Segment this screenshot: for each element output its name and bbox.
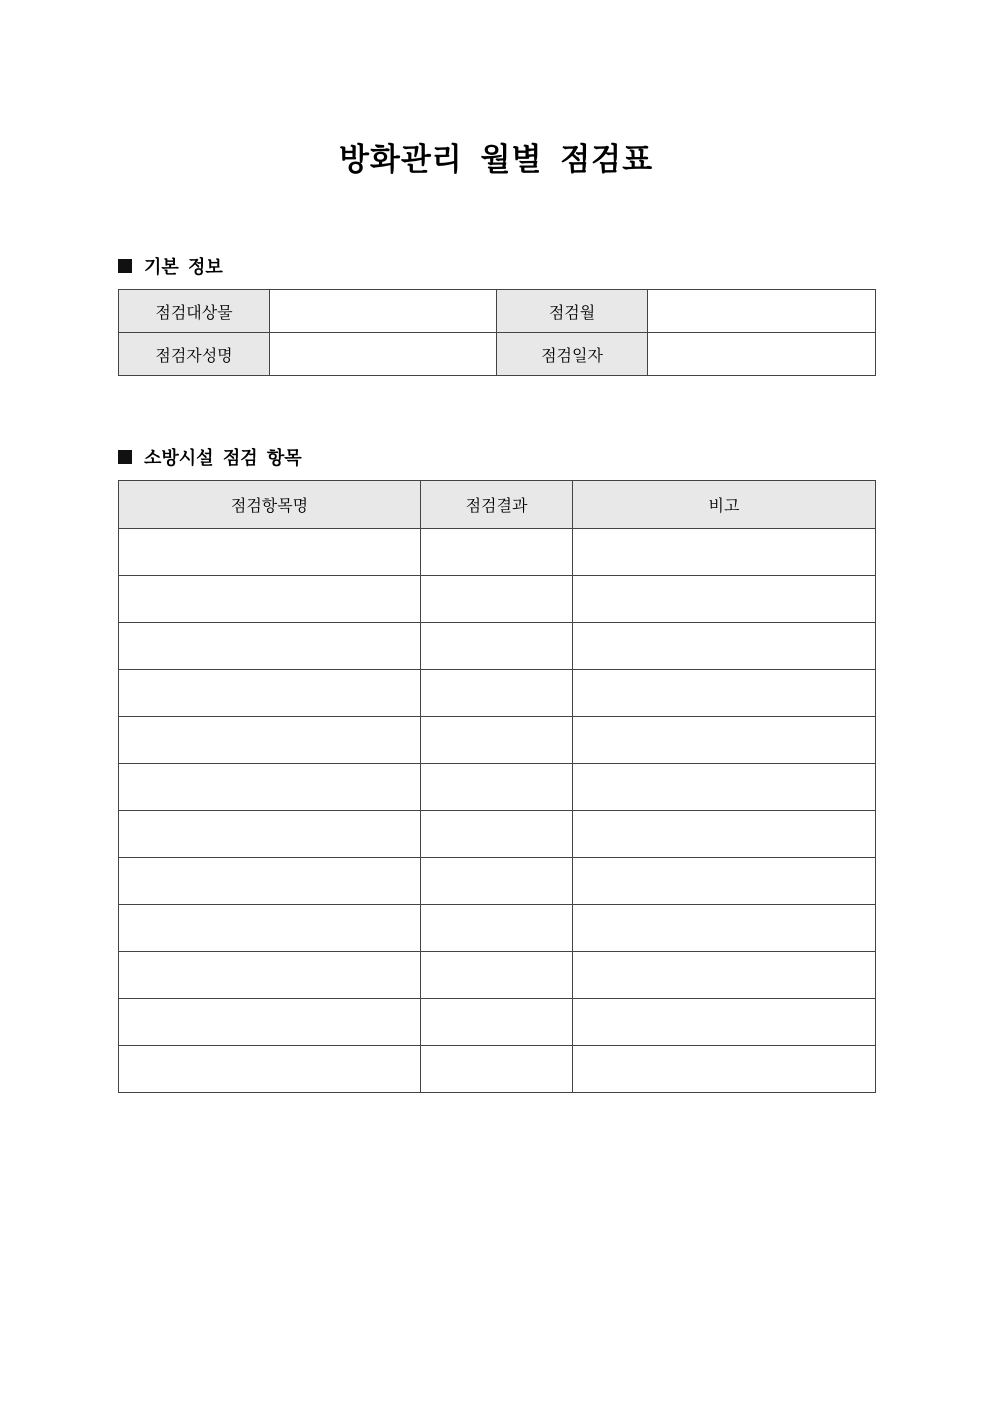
target-label: 점검대상물 [119, 290, 270, 333]
remarks-cell[interactable] [573, 811, 876, 858]
item-name-cell[interactable] [119, 999, 421, 1046]
remarks-cell[interactable] [573, 905, 876, 952]
table-row [119, 999, 876, 1046]
table-row [119, 529, 876, 576]
remarks-cell[interactable] [573, 670, 876, 717]
page-title: 방화관리 월별 점검표 [338, 142, 654, 178]
table-row [119, 905, 876, 952]
basic-info-heading-text: 기본 정보 [144, 257, 223, 278]
result-cell[interactable] [421, 811, 573, 858]
inspection-header-row [119, 481, 876, 529]
column-header-item: 점검항목명 [119, 481, 421, 529]
table-row [119, 717, 876, 764]
item-name-cell[interactable] [119, 905, 421, 952]
remarks-cell[interactable] [573, 576, 876, 623]
result-cell[interactable] [421, 529, 573, 576]
table-row [119, 952, 876, 999]
remarks-cell[interactable] [573, 858, 876, 905]
basic-info-row [119, 290, 876, 333]
result-cell[interactable] [421, 717, 573, 764]
table-row [119, 1046, 876, 1093]
result-cell[interactable] [421, 1046, 573, 1093]
result-cell[interactable] [421, 999, 573, 1046]
basic-info-heading [118, 253, 223, 279]
target-field[interactable] [270, 290, 497, 333]
column-header-remarks: 비고 [573, 481, 876, 529]
inspection-heading-text: 소방시설 점검 항목 [144, 448, 302, 469]
result-cell[interactable] [421, 623, 573, 670]
table-row [119, 670, 876, 717]
remarks-cell[interactable] [573, 529, 876, 576]
result-cell[interactable] [421, 670, 573, 717]
inspector-label: 점검자성명 [119, 333, 270, 376]
table-row [119, 858, 876, 905]
table-row [119, 811, 876, 858]
remarks-cell[interactable] [573, 764, 876, 811]
result-cell[interactable] [421, 858, 573, 905]
result-cell[interactable] [421, 764, 573, 811]
column-header-result: 점검결과 [421, 481, 573, 529]
basic-info-table [118, 289, 876, 376]
square-bullet-icon [118, 450, 132, 464]
item-name-cell[interactable] [119, 576, 421, 623]
item-name-cell[interactable] [119, 717, 421, 764]
item-name-cell[interactable] [119, 1046, 421, 1093]
table-row [119, 623, 876, 670]
result-cell[interactable] [421, 576, 573, 623]
inspection-table [118, 480, 876, 1093]
remarks-cell[interactable] [573, 717, 876, 764]
remarks-cell[interactable] [573, 999, 876, 1046]
table-row [119, 764, 876, 811]
result-cell[interactable] [421, 905, 573, 952]
inspection-heading [118, 444, 302, 470]
item-name-cell[interactable] [119, 952, 421, 999]
item-name-cell[interactable] [119, 811, 421, 858]
result-cell[interactable] [421, 952, 573, 999]
item-name-cell[interactable] [119, 623, 421, 670]
remarks-cell[interactable] [573, 952, 876, 999]
month-label: 점검월 [497, 290, 648, 333]
month-field[interactable] [648, 290, 876, 333]
table-row [119, 576, 876, 623]
date-field[interactable] [648, 333, 876, 376]
item-name-cell[interactable] [119, 858, 421, 905]
item-name-cell[interactable] [119, 529, 421, 576]
remarks-cell[interactable] [573, 1046, 876, 1093]
item-name-cell[interactable] [119, 670, 421, 717]
square-bullet-icon [118, 259, 132, 273]
item-name-cell[interactable] [119, 764, 421, 811]
inspector-field[interactable] [270, 333, 497, 376]
remarks-cell[interactable] [573, 623, 876, 670]
basic-info-row [119, 333, 876, 376]
date-label: 점검일자 [497, 333, 648, 376]
